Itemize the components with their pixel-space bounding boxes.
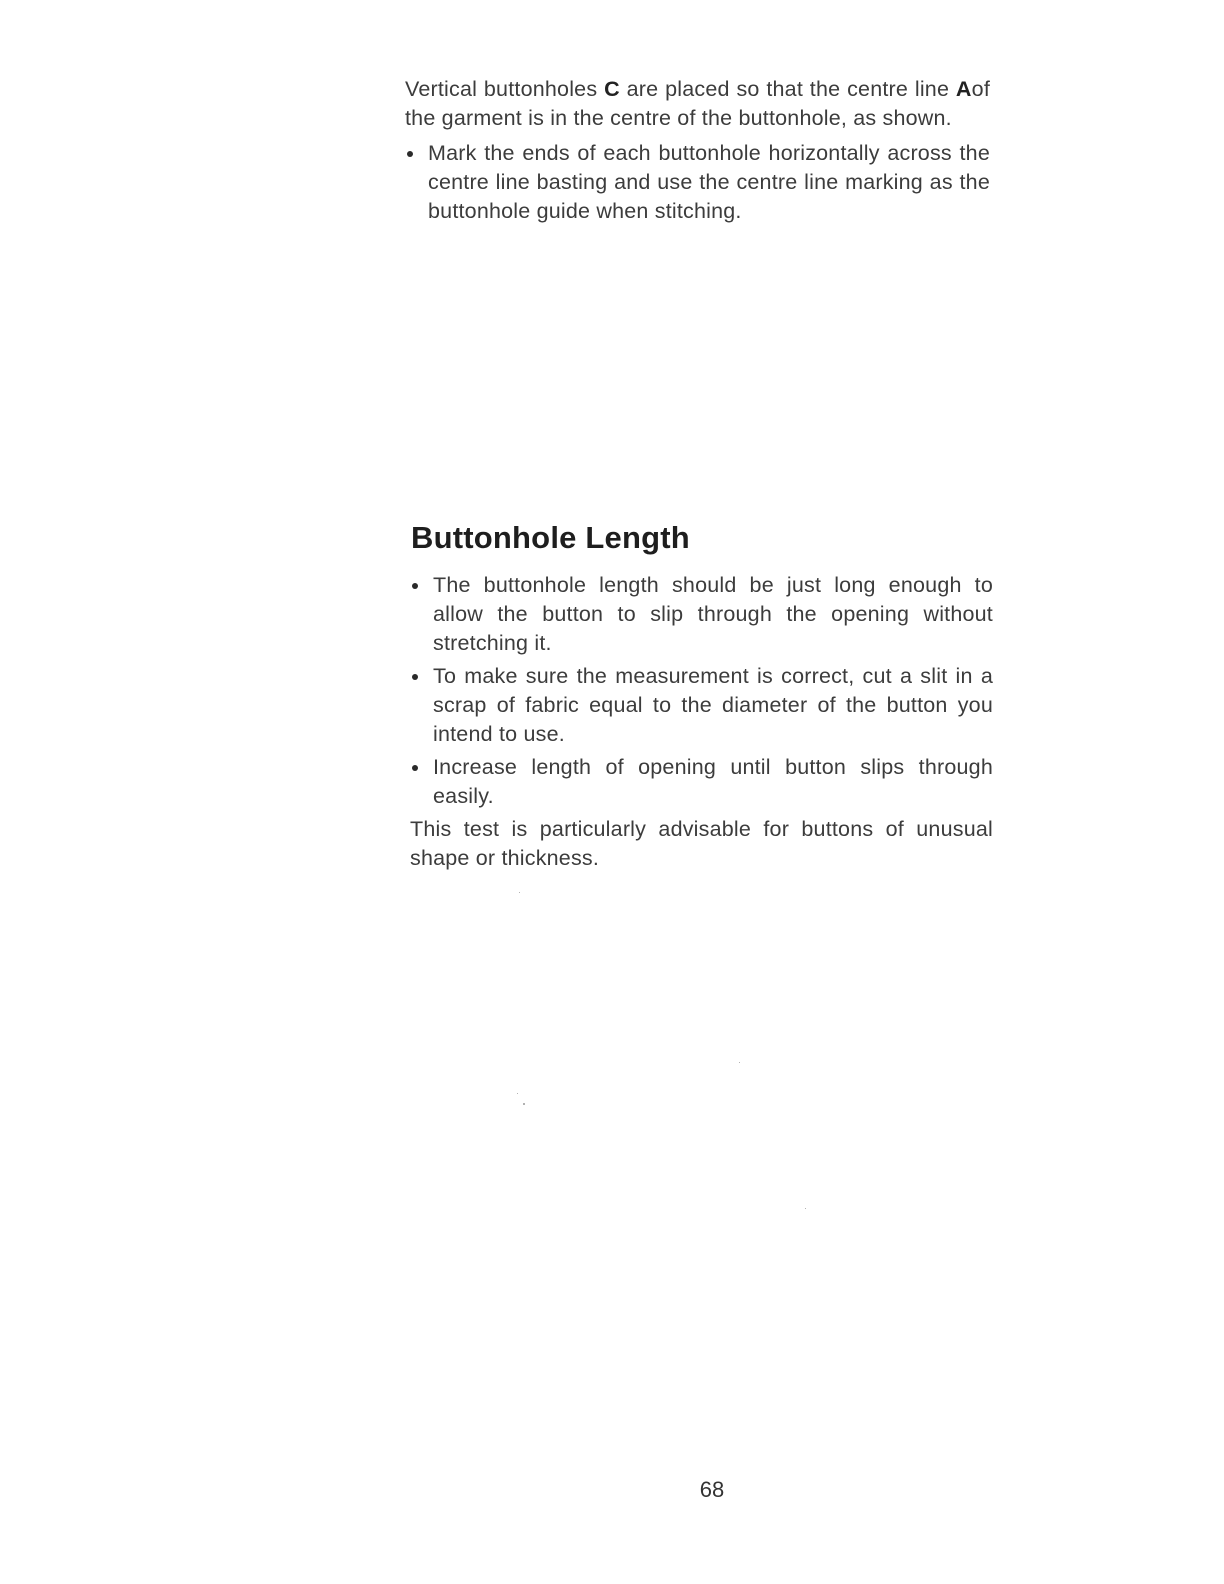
intro-middle: are placed so that the centre line (619, 77, 956, 101)
scan-speck (519, 892, 520, 893)
label-a: A (955, 77, 972, 101)
scan-speck (517, 1093, 518, 1094)
closing-paragraph: This test is particularly advisable for buttons of unusual shape or thickness. (410, 817, 993, 870)
scan-speck (805, 1208, 806, 1209)
section-heading: Buttonhole Length (411, 520, 690, 555)
page-number: 68 (699, 1477, 725, 1502)
scan-speck (739, 1062, 740, 1063)
vertical-buttonholes-section (405, 75, 990, 226)
intro-prefix: Vertical buttonholes (405, 77, 605, 101)
buttonhole-length-section (410, 567, 993, 873)
bullet-increase-length: Increase length of opening until button slips through easily. (410, 753, 993, 811)
vertical-buttonholes-intro (405, 75, 990, 133)
intro-suffix: of the garment is in the centre of the buttonhole, as shown. (405, 77, 990, 130)
bullet-length-guidance: The buttonhole length should be just long enough to allow the button to slip through the opening without stretching it. (410, 571, 993, 658)
bullet-test-slit: To make sure the measurement is correct, cut a slit in a scrap of fabric equal to the diameter of the button you intend to use. (410, 662, 993, 749)
label-c: C (604, 77, 620, 101)
scan-speck (523, 1103, 525, 1105)
bullet-mark-ends: Mark the ends of each buttonhole horizontally across the centre line basting and use the centre line marking as the buttonhole guide when stitching. (405, 139, 990, 226)
